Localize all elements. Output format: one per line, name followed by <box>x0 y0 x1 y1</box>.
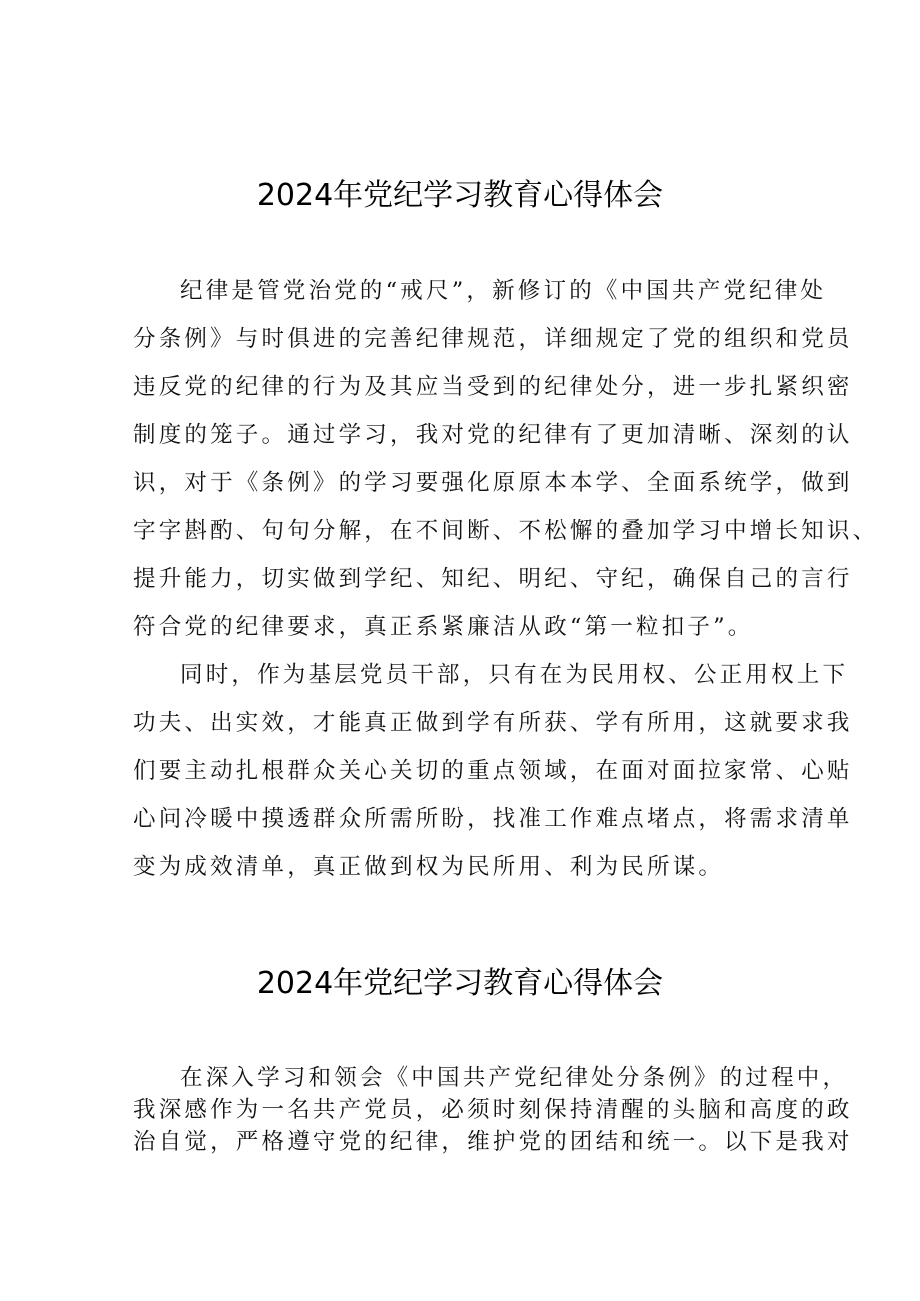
section-2-title: 2024年党纪学习教育心得体会 <box>256 966 664 1001</box>
section-1-line: 符合党的纪律要求，真正系紧廉洁从政“第一粒扣子”。 <box>133 614 754 640</box>
section-1-line: 功夫、出实效，才能真正做到学有所获、学有所用，这就要求我 <box>133 710 853 736</box>
section-1-line: 纪律是管党治党的“戒尺”，新修订的《中国共产党纪律处 <box>180 278 827 304</box>
section-1-line: 分条例》与时俱进的完善纪律规范，详细规定了党的组织和党员 <box>133 326 853 352</box>
section-1-line: 们要主动扎根群众关心关切的重点领域，在面对面拉家常、心贴 <box>133 758 853 784</box>
section-1-line: 识，对于《条例》的学习要强化原原本本学、全面系统学，做到 <box>133 470 853 496</box>
section-1-line: 字字斟酌、句句分解，在不间断、不松懈的叠加学习中增长知识、 <box>133 518 879 544</box>
section-1-line: 变为成效清单，真正做到权为民所用、利为民所谋。 <box>133 854 725 880</box>
section-2-line: 治自觉，严格遵守党的纪律，维护党的团结和统一。以下是我对 <box>133 1129 853 1155</box>
section-1-line: 违反党的纪律的行为及其应当受到的纪律处分，进一步扎紧织密 <box>133 374 853 400</box>
section-1-line: 提升能力，切实做到学纪、知纪、明纪、守纪，确保自己的言行 <box>133 566 853 592</box>
section-1-line: 心问冷暖中摸透群众所需所盼，找准工作难点堵点，将需求清单 <box>133 806 853 832</box>
section-2-line: 在深入学习和领会《中国共产党纪律处分条例》的过程中， <box>180 1065 849 1091</box>
section-2-line: 我深感作为一名共产党员，必须时刻保持清醒的头脑和高度的政 <box>133 1097 853 1123</box>
section-1-title: 2024年党纪学习教育心得体会 <box>256 178 664 213</box>
section-1-line: 同时，作为基层党员干部，只有在为民用权、公正用权上下 <box>180 662 849 688</box>
section-1-line: 制度的笼子。通过学习，我对党的纪律有了更加清晰、深刻的认 <box>133 422 853 448</box>
